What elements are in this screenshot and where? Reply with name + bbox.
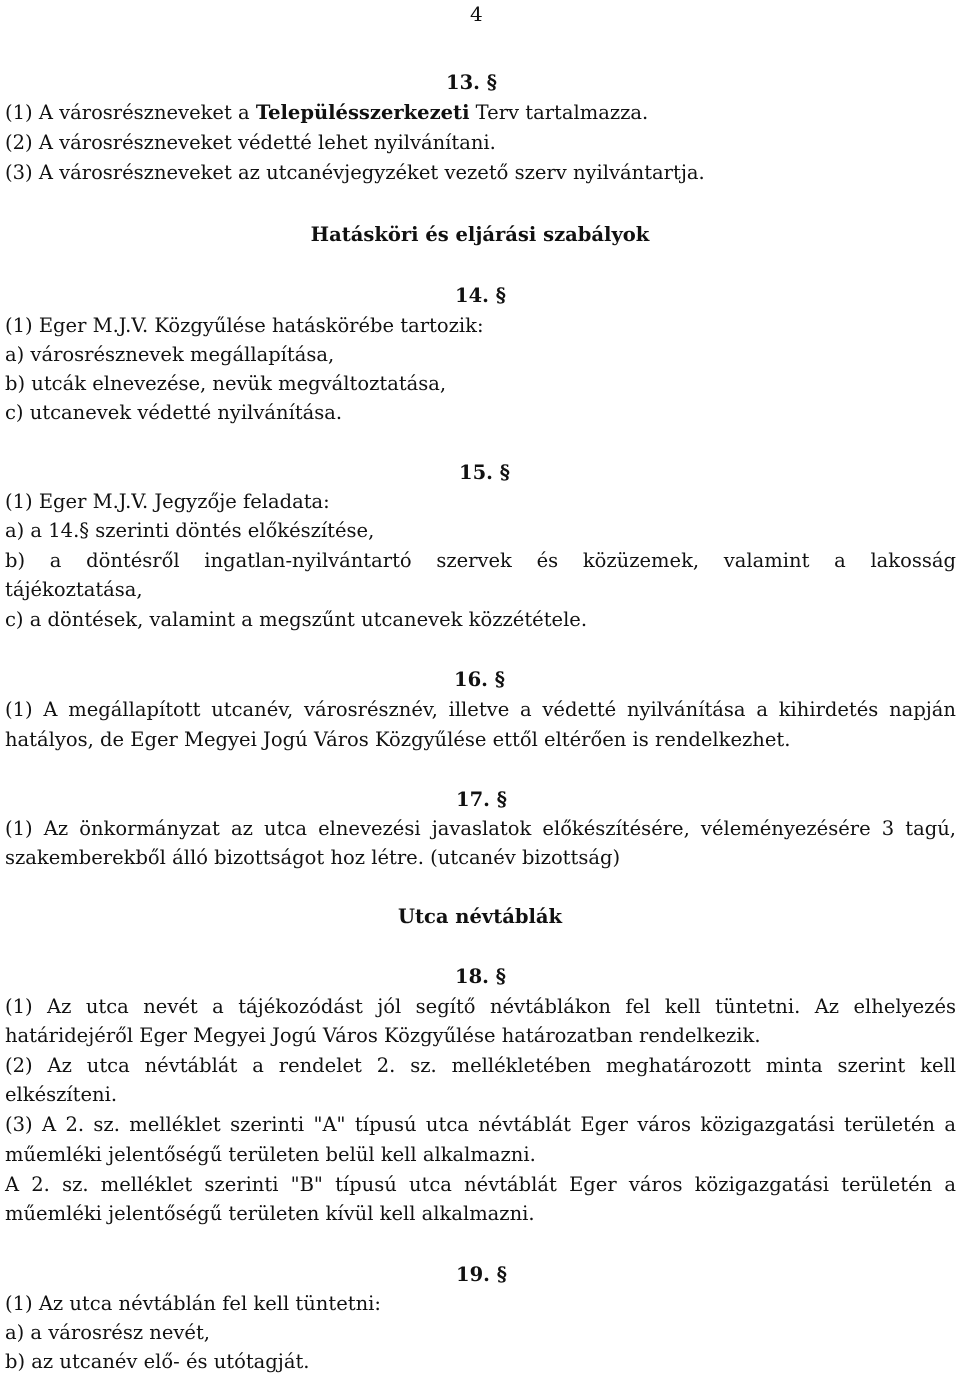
section-13-para-3: (3) A városrészneveket az utcanévjegyzéket vezető szerv nyilvántartja.	[5, 161, 705, 184]
section-15-item-b-line-1: b) a döntésről ingatlan-nyilvántartó szervek és közüzemek, valamint a lakosság	[5, 549, 956, 572]
section-17-heading: 17. §	[456, 788, 507, 811]
section-18-para-3-line-2: műemléki jelentőségű területen belül kell alkalmazni.	[5, 1143, 536, 1166]
section-14-item-a: a) városrésznevek megállapítása,	[5, 343, 335, 366]
section-13-heading: 13. §	[446, 71, 497, 94]
heading-hataskor: Hatásköri és eljárási szabályok	[310, 223, 650, 246]
section-15-item-b-line-2: tájékoztatása,	[5, 578, 143, 601]
section-14-item-c: c) utcanevek védetté nyilvánítása.	[5, 401, 343, 424]
section-14-heading: 14. §	[455, 284, 506, 307]
section-17-para-1-line-2: szakemberekből álló bizottságot hoz létre. (utcanév bizottság)	[5, 846, 621, 869]
section-15-para-1: (1) Eger M.J.V. Jegyzője feladata:	[5, 490, 330, 513]
section-15-heading: 15. §	[459, 461, 510, 484]
section-15-item-a: a) a 14.§ szerinti döntés előkészítése,	[5, 519, 375, 542]
section-13-para-2: (2) A városrészneveket védetté lehet nyilvánítani.	[5, 131, 496, 154]
section-16-para-1-line-1: (1) A megállapított utcanév, városrésznév, illetve a védetté nyilvánítása a kihirdetés napján	[5, 698, 956, 721]
page-number: 4	[470, 2, 483, 26]
section-17-para-1-line-1: (1) Az önkormányzat az utca elnevezési javaslatok előkészítésére, véleményezésére 3 tagú,	[5, 817, 956, 840]
section-18-heading: 18. §	[455, 965, 506, 988]
section-18-para-1-line-2: határidejéről Eger Megyei Jogú Város Közgyűlése határozatban rendelkezik.	[5, 1024, 761, 1047]
section-18-para-4-line-1: A 2. sz. melléklet szerinti "B" típusú utca névtáblát Eger város közigazgatási területén a	[5, 1173, 956, 1196]
section-19-item-b: b) az utcanév elő- és utótagját.	[5, 1350, 310, 1373]
section-18-para-2-line-2: elkészíteni.	[5, 1083, 118, 1106]
bold-term: Településszerkezeti	[255, 101, 470, 124]
section-18-para-3-line-1: (3) A 2. sz. melléklet szerinti "A" típusú utca névtáblát Eger város közigazgatási területén a	[5, 1113, 956, 1136]
section-16-heading: 16. §	[454, 668, 505, 691]
section-18-para-4-line-2: műemléki jelentőségű területen kívül kell alkalmazni.	[5, 1202, 535, 1225]
section-16-para-1-line-2: hatályos, de Eger Megyei Jogú Város Közgyűlése ettől eltérően is rendelkezhet.	[5, 728, 791, 751]
section-14-item-b: b) utcák elnevezése, nevük megváltoztatása,	[5, 372, 447, 395]
section-19-heading: 19. §	[456, 1263, 507, 1286]
section-14-para-1: (1) Eger M.J.V. Közgyűlése hatáskörébe tartozik:	[5, 314, 484, 337]
section-18-para-2-line-1: (2) Az utca névtáblát a rendelet 2. sz. mellékletében meghatározott minta szerint kell	[5, 1054, 956, 1077]
section-13-para-1: (1) A városrészneveket a Településszerkezeti Terv tartalmazza.	[5, 101, 649, 124]
heading-utca-nevtablak: Utca névtáblák	[397, 905, 563, 928]
section-18-para-1-line-1: (1) Az utca nevét a tájékozódást jól segítő névtáblákon fel kell tüntetni. Az elhelyezés	[5, 995, 956, 1018]
section-19-para-1: (1) Az utca névtáblán fel kell tüntetni:	[5, 1292, 381, 1315]
section-19-item-a: a) a városrész nevét,	[5, 1321, 210, 1344]
section-15-item-c: c) a döntések, valamint a megszűnt utcanevek közzététele.	[5, 608, 588, 631]
